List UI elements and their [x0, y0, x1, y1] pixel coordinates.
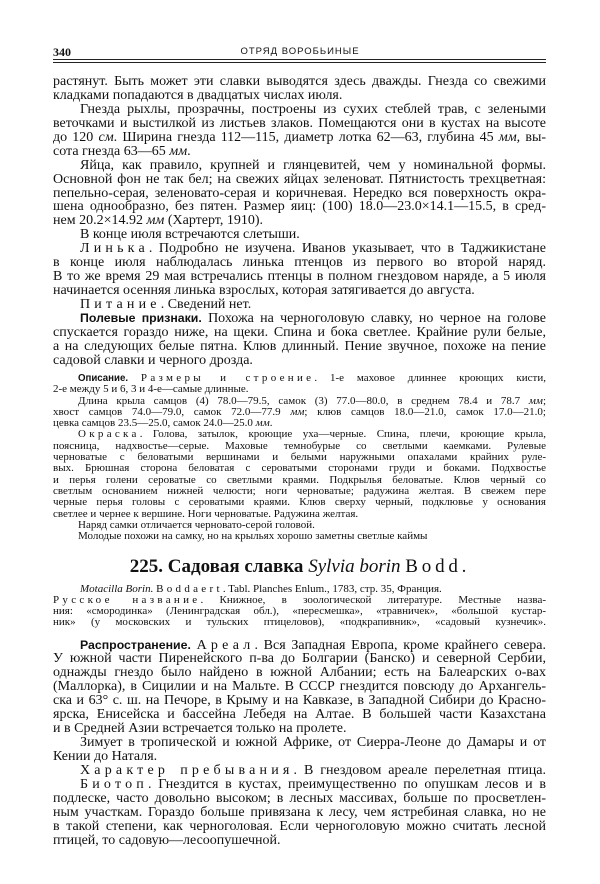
text-line [53, 270, 546, 284]
text-line [53, 708, 546, 722]
text-line [53, 326, 546, 340]
spaced-term: Окраска [78, 428, 140, 441]
text-run: ; клюв самцов 18.0—21.0, самок 17.0—21.0; [304, 405, 546, 418]
text-run: Кении до Наталя. [53, 749, 158, 764]
text-run: Яйца, как правило, крупней и глянцевитей, чем у номинальной формы. [80, 157, 546, 173]
text-run: . Подробно не изучена. Иванов указывает, что в Таджикистане [148, 241, 546, 257]
text-line [53, 680, 546, 694]
text-line [53, 834, 546, 848]
text-run: Гнезда рыхлы, прозрачны, построены из сухих стеблей трав, с зелеными [80, 101, 546, 117]
running-title: ОТРЯД ВОРОБЬИНЫЕ [240, 46, 360, 57]
text-block-distribution [53, 638, 546, 848]
text-run: . Книжное, в зоологической литературе. Местные назва- [200, 594, 546, 606]
text-run: (Хартерт, 1910). [164, 213, 264, 229]
text-run: Зимует в тропической и южной Африке, от Сиерра-Леоне до Дамары и от [80, 735, 546, 750]
text-run: кладками попадаются в двадцатых числах июля. [53, 87, 343, 103]
text-run: до 120 [53, 129, 99, 145]
spaced-term: Линька [80, 241, 149, 257]
text-run: вых. Брюшная сторона беловатая с сероватыми сторонами груди и боками. Подхвостье [53, 462, 546, 475]
text-run: в конце июля наблюдалась линька птенцов из первого во второй наряд. [53, 255, 546, 271]
text-run: сота гнезда 63—65 [53, 143, 170, 159]
text-run: нем 20.2×14.92 [53, 213, 147, 229]
text-run: Молодые похожи на самку, но на крыльях хорошо заметны светлые каймы [78, 530, 428, 543]
text-run: хвост самцов 74.0—79.0, самок 72.0—77.9 [53, 405, 291, 418]
text-run: ска и 63° с. ш. на Печоре, в Крыму и на Кавказе, в Западной Сибири до Красно- [53, 693, 546, 708]
text-run: . Гнездится в кустах, преимущественно по опушкам лесов и в [147, 777, 546, 792]
section-heading: Распространение. [80, 638, 191, 652]
text-line [53, 806, 546, 820]
spaced-term: Ареал [196, 638, 255, 653]
text-run: ; [542, 394, 546, 407]
text-run: цевка самцов 23.5—25.0, самок 24.0—25.0 [53, 417, 256, 430]
text-run: пепельно-серая, зеленовато-серая и коричневая. Нередко вся поверхность окра- [53, 185, 546, 201]
text-run: и перья голени сероватые со светлыми краями. Подкрылья беловатые. Клюв черный со [53, 473, 546, 486]
text-run: веточками и выстилкой из листьев злаков. Помещаются они в кустах на высоте [53, 115, 546, 131]
text-run: У южной части Пиренейского п-ва до Болгарии (Банско) и северной Сербии, [53, 651, 546, 666]
text-run: . Tabl. Planches Enlum., 1783, стр. 35, Франция. [222, 583, 442, 595]
text-line [53, 722, 546, 736]
text-run: в такой степени, как черноголовая. Если черноголовую можно считать лесной [53, 819, 546, 834]
text-line [53, 736, 546, 750]
text-run: светлым основанием нижней челюсти; ноги черноватые; радужина желтая. В свежем пере [53, 484, 546, 497]
italic-text: мм [255, 417, 270, 430]
text-block-nesting [53, 75, 546, 368]
text-line [53, 354, 546, 368]
text-run: ния: «смородинка» (Ленинградская обл.), «пересмешка», «травничек», «большой кустар- [53, 605, 546, 617]
text-run: . Сведений нет. [160, 297, 252, 312]
text-run: спускается гораздо ниже, на щеки. Спина и бока светлее. Крайние рули белые, [53, 324, 546, 340]
text-line [53, 764, 546, 778]
text-line [53, 131, 546, 145]
text-line [53, 145, 546, 159]
text-line [53, 638, 546, 652]
text-run [128, 372, 141, 384]
text-run: Похожа на черноголовую славку, но черное на голове [201, 310, 547, 326]
text-line [53, 242, 546, 256]
text-line [53, 214, 546, 228]
text-run: садовой славки и черного дрозда. [53, 352, 253, 368]
text-run: ник» (у московских и тульских птицеловов), «подкрапивник», «садовый кузнечик». [53, 616, 546, 628]
text-run: начинается осенняя линька взрослых, которая затягивается до августа. [53, 283, 475, 299]
text-line [53, 256, 546, 270]
spaced-term: Биотоп [80, 777, 148, 792]
text-line [53, 75, 546, 89]
text-block-synonymy [53, 584, 546, 628]
text-run: Основной фон не так бел; на свежих яйцах зеленоват. Пятнистость трехцветная: [53, 171, 546, 187]
species-number-name: 225. Садовая славка [129, 556, 309, 577]
text-line [53, 666, 546, 680]
italic-text: см [98, 129, 114, 145]
section-heading: Описание. [78, 373, 129, 384]
text-line [53, 187, 546, 201]
text-line [53, 228, 546, 242]
text-line [53, 312, 546, 326]
text-line [53, 340, 546, 354]
text-run: Наряд самки отличается черновато-серой головой. [78, 518, 315, 531]
italic-text: мм [290, 405, 305, 418]
species-latin-name: Sylvia borin [308, 556, 401, 577]
text-run: черноватые с беловатыми вершинами и белыми наружными опахалами крайних руле- [53, 451, 546, 464]
text-line [53, 117, 546, 131]
text-line [53, 617, 546, 628]
text-run: поясница, надхвостье—серые. Маховые темнобурые со светлыми каемками. Рулевые [53, 439, 546, 452]
spaced-term: Питание [80, 297, 161, 312]
text-run: . [187, 143, 191, 159]
species-heading [0, 556, 600, 578]
text-line [53, 200, 546, 214]
text-line [53, 298, 546, 312]
text-run: подлеске, часто довольно высоком; в лесных массивах, больше по просветлен- [53, 791, 546, 806]
text-run: Длина крыла самцов (4) 78.0—79.5, самок (3) 77.0—80.0, в среднем 78.4 и 78.7 [78, 394, 529, 407]
italic-text: мм [169, 143, 188, 159]
text-run: В то же время 29 мая встречались птенцы в полном гнездовом наряде, а 5 июля [53, 269, 546, 285]
section-heading: Полевые признаки. [80, 310, 202, 325]
text-run: черные перья головы с сероватыми краями. Клюв сверху черный, подклювье у основания [53, 496, 546, 509]
text-line [53, 173, 546, 187]
text-line [53, 694, 546, 708]
text-run: , вы- [516, 129, 547, 145]
text-line [53, 652, 546, 666]
text-line [53, 284, 546, 298]
text-run: В конце июля встречаются слетыши. [80, 227, 300, 243]
header-rule [53, 62, 546, 63]
text-run: ярска, Енисейска и бассейна Лебедя на Алтае. В большей части Казахстана [53, 707, 546, 722]
text-run: а на следующих белые пятна. Клюв длинный. Пение звучное, похоже на пение [53, 338, 546, 354]
text-line [53, 89, 546, 103]
text-run: . [269, 417, 273, 430]
text-line [53, 750, 546, 764]
text-line [53, 778, 546, 792]
text-line [53, 103, 546, 117]
spaced-term: Размеры и строение [140, 372, 315, 384]
italic-text: мм [528, 394, 543, 407]
text-run: . Ширина гнезда 112—115, диаметр лотка 62—63, глубина 45 [113, 129, 499, 145]
italic-text: мм [498, 129, 517, 145]
text-run: . 1-е маховое длиннее кроющих кисти, [314, 372, 546, 384]
text-run: . Голова, затылок, кроющие уха—черные. Спина, плечи, кроющие крыла, [139, 428, 546, 441]
species-author: Bodd. [405, 556, 471, 577]
text-line [53, 820, 546, 834]
header-rule [53, 59, 546, 60]
text-run: светлее и чернее к вершине. Ноги черноватые. Радужина желтая. [53, 507, 359, 520]
text-line [53, 159, 546, 173]
page-number: 340 [53, 45, 71, 59]
text-run: ным участкам. Гораздо больше привязана к лесу, чем ястребиная славка, но не [53, 805, 546, 820]
text-run: и в Средней Азии встречается только на пролете. [53, 721, 347, 736]
spaced-term: Характер пребывания [80, 763, 294, 778]
text-run: однажды гнездо было найдено в южной Албании; есть на Балеарских о-вах [53, 665, 546, 680]
text-run: шена однообразно, без пятен. Размер яиц: (100) 18.0—23.0×14.1—15.5, в сред- [53, 199, 546, 215]
italic-text: мм [146, 213, 165, 229]
text-run: 2-е между 5 и 6, 3 и 4-е—самые длинные. [53, 383, 249, 396]
text-line [53, 531, 546, 542]
text-run: . Вся Западная Европа, кроме крайнего севера. [254, 638, 546, 653]
italic-text: Motacilla Borin. [80, 583, 154, 595]
text-run: растянут. Быть может эти славки выводятся здесь дважды. Гнезда со свежими [53, 74, 546, 89]
text-line [53, 792, 546, 806]
text-run: . В гнездовом ареале перелетная птица. [293, 763, 546, 778]
text-run: (Маллорка), в Сицилии и на Мальте. В СССР гнездится повсюду до Архангель- [53, 679, 546, 694]
spaced-term: Русское название [53, 594, 201, 606]
spaced-term: Boddaert [156, 583, 223, 595]
text-run: птицей, то садовую—лесоопушечной. [53, 833, 281, 848]
text-block-description [53, 373, 546, 542]
